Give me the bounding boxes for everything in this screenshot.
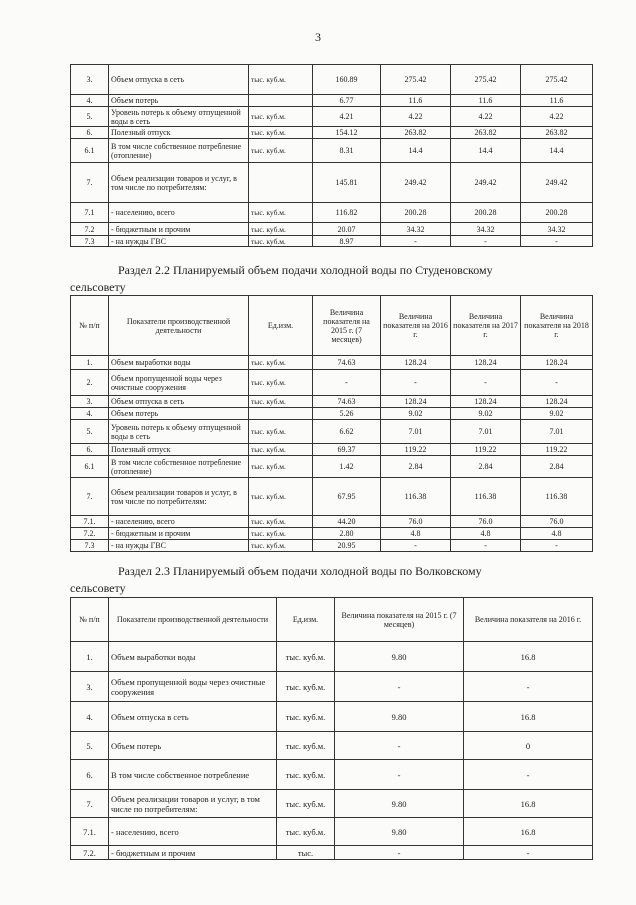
table-row [71,95,593,107]
unit-cell: тыс. куб.м. [249,420,313,444]
table-row [71,528,593,540]
indicator-cell: Объем потерь [109,408,249,420]
value-cell: 4.22 [451,107,521,127]
unit-cell: тыс. куб.м. [249,236,313,247]
value-cell: 154.12 [313,127,381,139]
unit-cell [249,95,313,107]
value-cell: 9.80 [335,642,464,672]
unit-cell: тыс. [277,846,335,860]
value-cell: 7.01 [381,420,451,444]
table-row [71,203,593,223]
value-cell: 116.38 [451,478,521,516]
value-cell: - [521,236,593,247]
value-cell: 16.8 [464,642,593,672]
value-cell: 34.32 [521,223,593,236]
value-cell: 263.82 [381,127,451,139]
row-number-cell: 5. [71,107,109,127]
value-cell: 2.84 [451,456,521,478]
table2-body [71,356,593,552]
row-number-cell: 7.3 [71,236,109,247]
indicator-cell: Объем реализации товаров и услуг, в том числе по потребителям: [109,163,249,203]
row-number-cell: 3. [71,672,109,702]
value-cell: 119.22 [521,444,593,456]
unit-cell: тыс. куб.м. [249,107,313,127]
indicator-cell: - населению, всего [109,203,249,223]
table-row [71,642,593,672]
value-cell: - [335,672,464,702]
unit-cell: тыс. куб.м. [249,65,313,95]
value-cell: 128.24 [521,356,593,370]
value-cell: 20.95 [313,540,381,552]
value-cell: 8.97 [313,236,381,247]
indicator-cell: Уровень потерь к объему отпущенной воды в сеть [109,107,249,127]
value-cell: 249.42 [381,163,451,203]
header-cell: Величина показателя на 2015 г. (7 месяцев) [313,296,381,356]
value-cell: 0 [464,732,593,760]
indicator-cell: Уровень потерь к объему отпущенной воды в сеть [109,420,249,444]
section-2-2-title: Раздел 2.2 Планируемый объем подачи холодной воды по Студеновскому [118,263,493,277]
value-cell: - [381,236,451,247]
row-number-cell: 5. [71,420,109,444]
value-cell: - [451,236,521,247]
indicator-cell: Объем отпуска в сеть [109,702,277,732]
unit-cell: тыс. куб.м. [249,223,313,236]
row-number-cell: 5. [71,732,109,760]
unit-cell: тыс. куб.м. [249,528,313,540]
value-cell: 119.22 [381,444,451,456]
value-cell: 9.02 [381,408,451,420]
table-volkovsky [70,597,593,860]
indicator-cell: В том числе собственное потребление (отопление) [109,139,249,163]
value-cell: 249.42 [451,163,521,203]
table3-body [71,642,593,860]
indicator-cell: Полезный отпуск [109,444,249,456]
table-row [71,107,593,127]
value-cell: 14.4 [381,139,451,163]
value-cell: 20.07 [313,223,381,236]
indicator-cell: - на нужды ГВС [109,540,249,552]
unit-cell: тыс. куб.м. [277,672,335,702]
table-row [71,65,593,95]
value-cell: 74.63 [313,396,381,408]
indicator-cell: В том числе собственное потребление [109,760,277,790]
unit-cell: тыс. куб.м. [277,642,335,672]
indicator-cell: - бюджетным и прочим [109,223,249,236]
unit-cell: тыс. куб.м. [277,818,335,846]
value-cell: 44.20 [313,516,381,528]
indicator-cell: - бюджетным и прочим [109,528,249,540]
value-cell: 1.42 [313,456,381,478]
unit-cell [249,163,313,203]
value-cell: - [335,846,464,860]
value-cell: 263.82 [451,127,521,139]
table1-body [71,65,593,247]
table3-header-row [71,598,593,642]
value-cell: 2.80 [313,528,381,540]
value-cell: - [521,370,593,396]
table-row [71,540,593,552]
unit-cell: тыс. куб.м. [249,516,313,528]
row-number-cell: 7.2. [71,846,109,860]
indicator-cell: Объем пропущенной воды через очистные сооружения [109,672,277,702]
value-cell: 9.80 [335,818,464,846]
unit-cell: тыс. куб.м. [249,396,313,408]
value-cell: - [464,672,593,702]
table-row [71,790,593,818]
value-cell: 200.28 [451,203,521,223]
value-cell: - [335,732,464,760]
value-cell: 69.37 [313,444,381,456]
value-cell: 14.4 [521,139,593,163]
value-cell: 76.0 [451,516,521,528]
table-row [71,818,593,846]
table-row [71,444,593,456]
unit-cell: тыс. куб.м. [249,356,313,370]
section-2-2-title-cont: сельсовету [70,280,126,294]
value-cell: 6.77 [313,95,381,107]
value-cell: 2.84 [381,456,451,478]
value-cell: - [464,846,593,860]
indicator-cell: Объем выработки воды [109,356,249,370]
value-cell: 145.81 [313,163,381,203]
page-number: 3 [315,30,321,44]
indicator-cell: Объем реализации товаров и услуг, в том числе по потребителям: [109,790,277,818]
indicator-cell: - населению, всего [109,516,249,528]
value-cell: 4.8 [521,528,593,540]
unit-cell: тыс. куб.м. [277,790,335,818]
value-cell: - [521,540,593,552]
indicator-cell: - бюджетным и прочим [109,846,277,860]
row-number-cell: 1. [71,356,109,370]
row-number-cell: 7.2. [71,528,109,540]
value-cell: 200.28 [521,203,593,223]
row-number-cell: 6. [71,127,109,139]
unit-cell: тыс. куб.м. [277,702,335,732]
row-number-cell: 6. [71,444,109,456]
value-cell: - [381,540,451,552]
header-cell: Показатели производственной деятельности [109,598,277,642]
value-cell: 16.8 [464,818,593,846]
indicator-cell: Объем потерь [109,95,249,107]
table-row [71,163,593,203]
row-number-cell: 6.1 [71,456,109,478]
value-cell: - [381,370,451,396]
value-cell: 16.8 [464,702,593,732]
row-number-cell: 6.1 [71,139,109,163]
value-cell: 4.22 [381,107,451,127]
value-cell: 128.24 [521,396,593,408]
value-cell: 76.0 [521,516,593,528]
indicator-cell: Объем выработки воды [109,642,277,672]
value-cell: 9.80 [335,702,464,732]
value-cell: 14.4 [451,139,521,163]
value-cell: 128.24 [451,356,521,370]
row-number-cell: 7.1. [71,818,109,846]
indicator-cell: Объем отпуска в сеть [109,396,249,408]
header-cell: Ед.изм. [277,598,335,642]
unit-cell: тыс. куб.м. [249,540,313,552]
row-number-cell: 3. [71,396,109,408]
table-studenovsky [70,295,593,552]
table-planned-volume-part [70,64,593,247]
value-cell: 2.84 [521,456,593,478]
unit-cell: тыс. куб.м. [249,456,313,478]
table-row [71,408,593,420]
value-cell: 263.82 [521,127,593,139]
value-cell: 8.31 [313,139,381,163]
value-cell: 67.95 [313,478,381,516]
indicator-cell: Полезный отпуск [109,127,249,139]
table-row [71,456,593,478]
unit-cell: тыс. куб.м. [249,370,313,396]
value-cell: 116.38 [381,478,451,516]
table-row [71,127,593,139]
header-cell: Величина показателя на 2016 г. [381,296,451,356]
row-number-cell: 6. [71,760,109,790]
value-cell: 275.42 [381,65,451,95]
row-number-cell: 7. [71,163,109,203]
indicator-cell: Объем потерь [109,732,277,760]
value-cell: 76.0 [381,516,451,528]
table-row [71,516,593,528]
value-cell: 200.28 [381,203,451,223]
value-cell: 34.32 [451,223,521,236]
value-cell: 7.01 [521,420,593,444]
unit-cell: тыс. куб.м. [249,139,313,163]
header-cell: Величина показателя на 2018 г. [521,296,593,356]
value-cell: 160.89 [313,65,381,95]
unit-cell: тыс. куб.м. [277,760,335,790]
value-cell: 275.42 [451,65,521,95]
table-row [71,370,593,396]
value-cell: 275.42 [521,65,593,95]
header-cell: Величина показателя на 2015 г. (7 месяцев) [335,598,464,642]
row-number-cell: 4. [71,95,109,107]
value-cell: 9.80 [335,790,464,818]
indicator-cell: В том числе собственное потребление (отопление) [109,456,249,478]
value-cell: 16.8 [464,790,593,818]
value-cell: 4.22 [521,107,593,127]
row-number-cell: 1. [71,642,109,672]
row-number-cell: 3. [71,65,109,95]
value-cell: 128.24 [381,356,451,370]
value-cell: 74.63 [313,356,381,370]
header-cell: Ед.изм. [249,296,313,356]
table-row [71,478,593,516]
value-cell: 116.38 [521,478,593,516]
table-row [71,420,593,444]
value-cell: - [451,540,521,552]
table-row [71,139,593,163]
header-cell: № п/п [71,598,109,642]
table2-header-row [71,296,593,356]
indicator-cell: Объем пропущенной воды через очистные сооружения [109,370,249,396]
value-cell: 11.6 [521,95,593,107]
indicator-cell: Объем реализации товаров и услуг, в том числе по потребителям: [109,478,249,516]
row-number-cell: 7. [71,790,109,818]
header-cell: № п/п [71,296,109,356]
value-cell: 9.02 [451,408,521,420]
value-cell: - [451,370,521,396]
value-cell: 128.24 [451,396,521,408]
row-number-cell: 2. [71,370,109,396]
table-row [71,223,593,236]
unit-cell: тыс. куб.м. [249,127,313,139]
unit-cell [249,408,313,420]
table-row [71,396,593,408]
table-row [71,236,593,247]
value-cell: - [313,370,381,396]
value-cell: 34.32 [381,223,451,236]
value-cell: 4.8 [381,528,451,540]
section-2-3-title-cont: сельсовету [70,581,126,595]
table-row [71,846,593,860]
value-cell: 9.02 [521,408,593,420]
value-cell: 128.24 [381,396,451,408]
table-row [71,356,593,370]
row-number-cell: 4. [71,702,109,732]
unit-cell: тыс. куб.м. [249,478,313,516]
header-cell: Величина показателя на 2017 г. [451,296,521,356]
value-cell: 4.8 [451,528,521,540]
section-2-3-title: Раздел 2.3 Планируемый объем подачи холодной воды по Волковскому [118,564,482,578]
row-number-cell: 7.3 [71,540,109,552]
row-number-cell: 7. [71,478,109,516]
value-cell: 11.6 [381,95,451,107]
header-cell: Показатели производственной деятельности [109,296,249,356]
table-row [71,760,593,790]
row-number-cell: 7.1. [71,516,109,528]
indicator-cell: - на нужды ГВС [109,236,249,247]
unit-cell: тыс. куб.м. [249,203,313,223]
value-cell: 11.6 [451,95,521,107]
indicator-cell: - населению, всего [109,818,277,846]
indicator-cell: Объем отпуска в сеть [109,65,249,95]
value-cell: - [464,760,593,790]
value-cell: 116.82 [313,203,381,223]
unit-cell: тыс. куб.м. [249,444,313,456]
table-row [71,672,593,702]
row-number-cell: 7.2 [71,223,109,236]
header-cell: Величина показателя на 2016 г. [464,598,593,642]
value-cell: 4.21 [313,107,381,127]
row-number-cell: 7.1 [71,203,109,223]
value-cell: 6.62 [313,420,381,444]
row-number-cell: 4. [71,408,109,420]
value-cell: 119.22 [451,444,521,456]
value-cell: 249.42 [521,163,593,203]
value-cell: 7.01 [451,420,521,444]
table-row [71,732,593,760]
table-row [71,702,593,732]
value-cell: - [335,760,464,790]
value-cell: 5.26 [313,408,381,420]
unit-cell: тыс. куб.м. [277,732,335,760]
